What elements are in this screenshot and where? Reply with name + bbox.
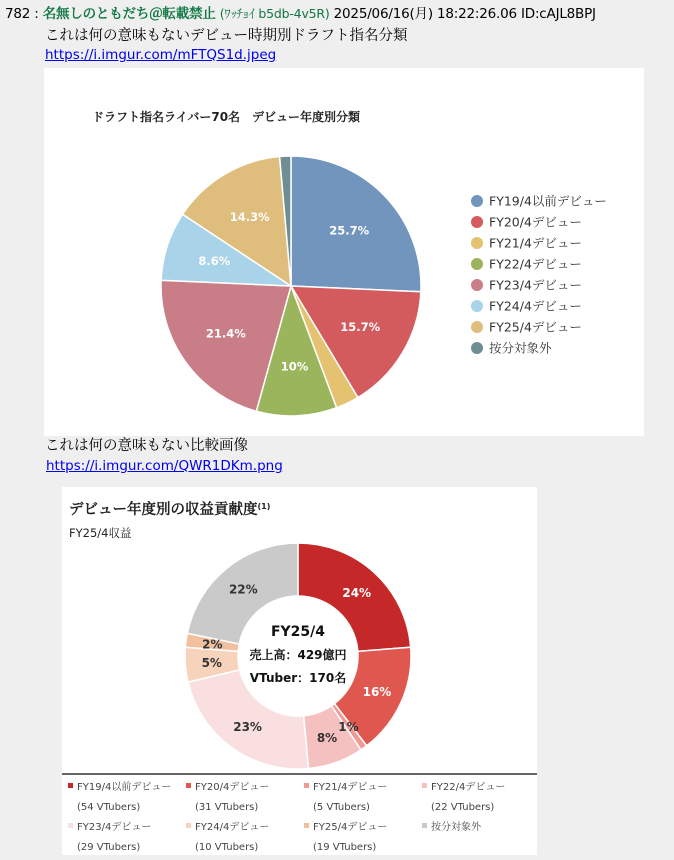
svg-text:デビュー年度別の収益貢献度(1) — [69, 500, 270, 518]
image-link-1[interactable]: https://i.imgur.com/mFTQS1d.jpeg — [45, 47, 277, 63]
chart2-center-line: FY25/4 — [270, 624, 326, 640]
chart2-title-note: (1) — [257, 502, 271, 511]
chart2-legend-label: FY19/4以前デビュー — [77, 782, 172, 793]
chart1-data-label: 8.6% — [198, 254, 231, 269]
chart1-data-label: 21.4% — [205, 326, 246, 341]
post-date-id[interactable]: 2025/06/16(月) 18:22:26.06 ID:cAJL8BPJ — [333, 6, 596, 22]
post-header — [5, 5, 674, 23]
chart2-legend-label: FY25/4デビュー — [313, 822, 388, 833]
chart1-legend-label: FY22/4デビュー — [489, 256, 582, 272]
chart1-legend-label: 按分対象外 — [489, 340, 552, 356]
chart1-legend-swatch — [471, 216, 483, 228]
chart2-legend-swatch — [68, 823, 73, 828]
post-separator: : — [34, 6, 39, 22]
chart1-legend-label: FY25/4デビュー — [489, 319, 582, 335]
chart1-title: ドラフト指名ライバー70名 デビュー年度別分類 — [91, 110, 361, 124]
chart2-data-label: 24% — [342, 586, 372, 601]
chart1-legend-swatch — [471, 237, 483, 249]
chart2-legend-label: FY21/4デビュー — [313, 782, 388, 793]
chart2-data-label: 8% — [316, 730, 338, 745]
chart2-data-label: 1% — [338, 719, 359, 734]
draft-pie-chart — [44, 68, 644, 436]
revenue-donut-chart-image[interactable] — [62, 487, 537, 855]
chart2-legend-swatch — [304, 783, 309, 788]
image-link-2[interactable]: https://i.imgur.com/QWR1DKm.png — [46, 458, 283, 474]
chart2-subtitle: FY25/4収益 — [69, 526, 132, 540]
chart1-data-label: 25.7% — [329, 223, 370, 238]
chart1-legend-label: FY24/4デビュー — [489, 298, 582, 314]
chart2-data-label: 23% — [233, 719, 262, 734]
chart2-data-label: 5% — [201, 656, 222, 671]
chart2-title: デビュー年度別の収益貢献度 — [69, 502, 258, 518]
chart2-center-line: 売上高：429億円 — [249, 648, 347, 662]
chart1-legend-swatch — [471, 279, 483, 291]
chart2-legend-label: 按分対象外 — [431, 822, 481, 833]
chart2-legend-swatch — [304, 823, 309, 828]
chart1-legend-swatch — [471, 258, 483, 270]
chart2-data-label: 16% — [362, 684, 392, 699]
chart2-legend-swatch — [68, 783, 73, 788]
revenue-donut-chart — [62, 487, 537, 855]
chart2-legend-label: FY20/4デビュー — [195, 782, 270, 793]
chart1-data-label: 14.3% — [229, 209, 270, 224]
chart2-legend-label: FY22/4デビュー — [431, 782, 506, 793]
chart1-legend-swatch — [471, 342, 483, 354]
chart2-legend-swatch — [186, 783, 191, 788]
chart1-legend-label: FY19/4以前デビュー — [489, 193, 607, 209]
post-text-line-2: これは何の意味もない比較画像 — [45, 438, 248, 454]
chart2-legend-sublabel: (29 VTubers) — [77, 842, 141, 853]
chart2-legend-sublabel: (5 VTubers) — [313, 802, 370, 813]
chart2-legend-sublabel: (31 VTubers) — [195, 802, 259, 813]
chart2-legend-sublabel: (10 VTubers) — [195, 842, 259, 853]
chart2-legend-swatch — [186, 823, 191, 828]
post-number: 782 — [5, 6, 31, 22]
chart1-legend-label: FY23/4デビュー — [489, 277, 582, 293]
chart1-legend-label: FY20/4デビュー — [489, 214, 582, 230]
chart2-legend-label: FY23/4デビュー — [77, 822, 152, 833]
post-text-line-1: これは何の意味もないデビュー時期別ドラフト指名分類 — [45, 28, 408, 44]
poster-trip: (ﾜｯﾁｮｲ b5db-4v5R) — [219, 6, 330, 21]
poster-name[interactable]: 名無しのともだち＠転載禁止 — [42, 6, 216, 22]
chart2-legend-swatch — [422, 823, 427, 828]
draft-pie-chart-image[interactable] — [44, 68, 644, 436]
chart2-data-label: 2% — [202, 637, 223, 652]
chart2-data-label: 22% — [228, 582, 258, 597]
chart1-data-label: 15.7% — [340, 320, 381, 335]
chart1-legend-swatch — [471, 195, 483, 207]
chart1-data-label: 10% — [280, 359, 309, 374]
chart2-legend-sublabel: (54 VTubers) — [77, 802, 141, 813]
chart2-legend-sublabel: (19 VTubers) — [313, 842, 377, 853]
chart1-legend-label: FY21/4デビュー — [489, 235, 582, 251]
chart2-center-line: VTuber：170名 — [249, 671, 347, 685]
chart2-legend-sublabel: (22 VTubers) — [431, 802, 495, 813]
chart2-legend-label: FY24/4デビュー — [195, 822, 270, 833]
chart1-legend-swatch — [471, 300, 483, 312]
chart1-legend-swatch — [471, 321, 483, 333]
chart2-legend-swatch — [422, 783, 427, 788]
